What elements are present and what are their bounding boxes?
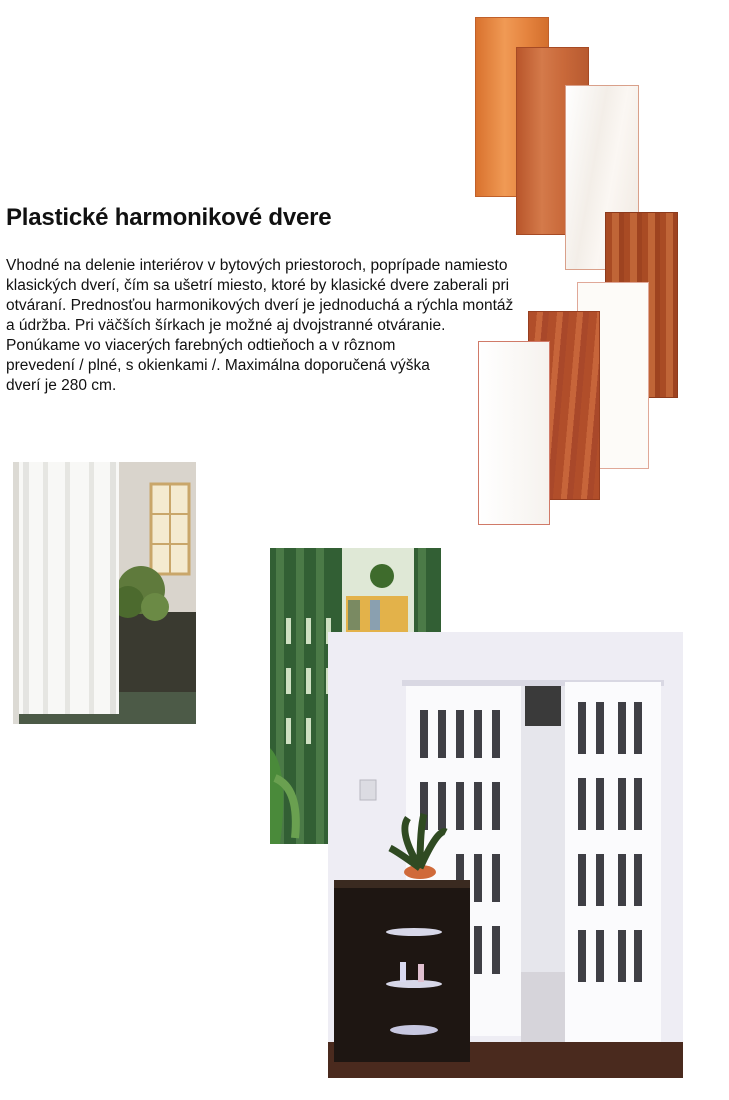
- description-line: dverí je 280 cm.: [6, 377, 117, 394]
- description-line: klasických dverí, čím sa ušetrí miesto, ktoré by klasické dvere zaberali pri: [6, 277, 510, 294]
- door-room-illustration: [13, 462, 196, 724]
- description-line: Ponúkame vo viacerých farebných odtieňoch a v rôznom: [6, 337, 396, 354]
- description-line: Vhodné na delenie interiérov v bytových priestoroch, poprípade namiesto: [6, 257, 508, 274]
- description-line: a údržba. Pri väčších šírkach je možné aj dvojstranné otváranie.: [6, 317, 446, 334]
- description-line: prevedení / plné, s okienkami /. Maximálna doporučená výška: [6, 357, 430, 374]
- photo-white-folding-door: [13, 462, 196, 724]
- page-title: Plastické harmonikové dvere: [6, 204, 332, 231]
- description-line: otváraní. Prednosťou harmonikových dverí je jednoduchá a rýchla montáž: [6, 297, 514, 314]
- double-door-illustration: [328, 632, 683, 1078]
- photo-double-folding-doors: [328, 632, 683, 1078]
- swatch-white-front: [478, 341, 550, 525]
